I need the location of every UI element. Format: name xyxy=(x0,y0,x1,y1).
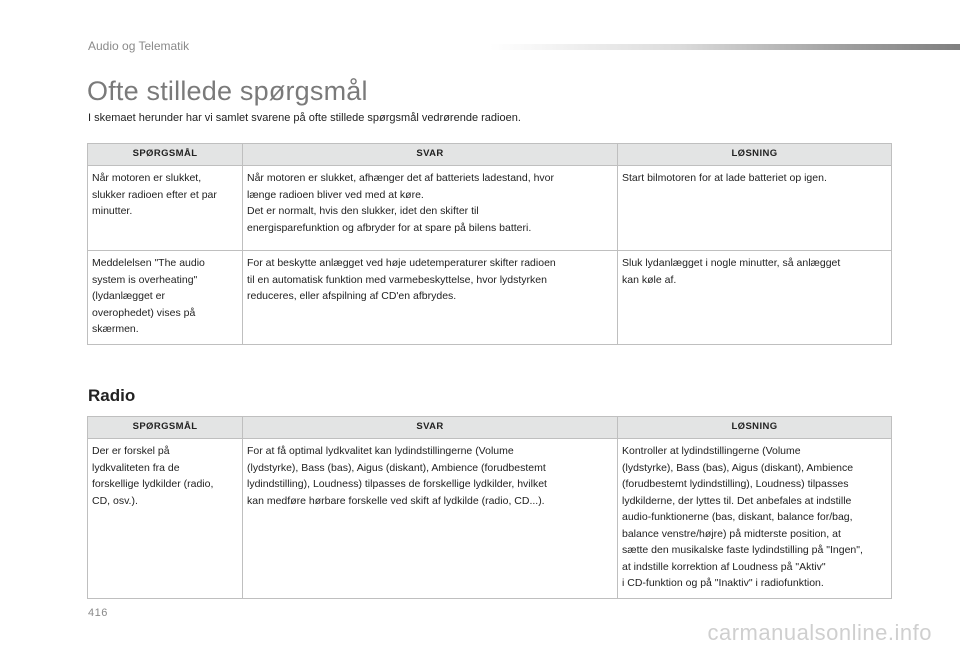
column-header-answer: SVAR xyxy=(243,144,618,166)
question-cell: Meddelelsen "The audio system is overheating" (lydanlægget er overophedet) vises på skærmen. xyxy=(88,251,243,345)
faq-table-radio xyxy=(87,416,892,599)
column-header-question: SPØRGSMÅL xyxy=(88,417,243,439)
table-header-row xyxy=(88,417,892,439)
column-header-answer: SVAR xyxy=(243,417,618,439)
solution-cell: Start bilmotoren for at lade batteriet op igen. xyxy=(618,166,892,251)
page-number: 416 xyxy=(88,607,108,619)
watermark: carmanualsonline.info xyxy=(707,620,932,645)
table-row xyxy=(88,166,892,251)
header-gradient-bar xyxy=(490,44,960,50)
table-row xyxy=(88,439,892,599)
solution-cell: Sluk lydanlægget i nogle minutter, så anlægget kan køle af. xyxy=(618,251,892,345)
answer-cell: Når motoren er slukket, afhænger det af batteriets ladestand, hvor længe radioen bliver ved med at køre. Det er normalt, hvis den slukker, idet den skifter til energisparefunktion og afbryder for at spare på bilens batteri. xyxy=(243,166,618,251)
question-cell: Når motoren er slukket, slukker radioen efter et par minutter. xyxy=(88,166,243,251)
column-header-solution: LØSNING xyxy=(618,144,892,166)
faq-table-general xyxy=(87,143,892,345)
question-cell: Der er forskel på lydkvaliteten fra de forskellige lydkilder (radio, CD, osv.). xyxy=(88,439,243,599)
column-header-question: SPØRGSMÅL xyxy=(88,144,243,166)
column-header-solution: LØSNING xyxy=(618,417,892,439)
page-title: Ofte stillede spørgsmål xyxy=(87,76,368,106)
answer-cell: For at beskytte anlægget ved høje udetemperaturer skifter radioen til en automatisk funktion med varmebeskyttelse, hvor lydstyrken reduceres, eller afspilning af CD'en afbrydes. xyxy=(243,251,618,345)
table-header-row xyxy=(88,144,892,166)
table-row xyxy=(88,251,892,345)
radio-heading: Radio xyxy=(88,386,136,405)
answer-cell: For at få optimal lydkvalitet kan lydindstillingerne (Volume (lydstyrke), Bass (bas), Aigus (diskant), Ambience (forudbestemt lydindstilling), Loudness) tilpasses de forskellige lydkilder, hvilket kan medføre hørbare forskelle ved skift af lydkilde (radio, CD...). xyxy=(243,439,618,599)
section-label: Audio og Telematik xyxy=(88,39,190,53)
intro-text: I skemaet herunder har vi samlet svarene på ofte stillede spørgsmål vedrørende radioen. xyxy=(88,112,521,124)
solution-cell: Kontroller at lydindstillingerne (Volume (lydstyrke), Bass (bas), Aigus (diskant), Ambience (forudbestemt lydindstilling), Loudness) tilpasses lydkilderne, der lyttes til. Det anbefales at indstille audio-funktionerne (bas, diskant, balance for/bag, balance venstre/højre) på midterste position, at sætte den musikalske faste lydindstilling på "Ingen", at indstille korrektion af Loudness på "Aktiv" i CD-funktion og på "Inaktiv" i radiofunktion. xyxy=(618,439,892,599)
